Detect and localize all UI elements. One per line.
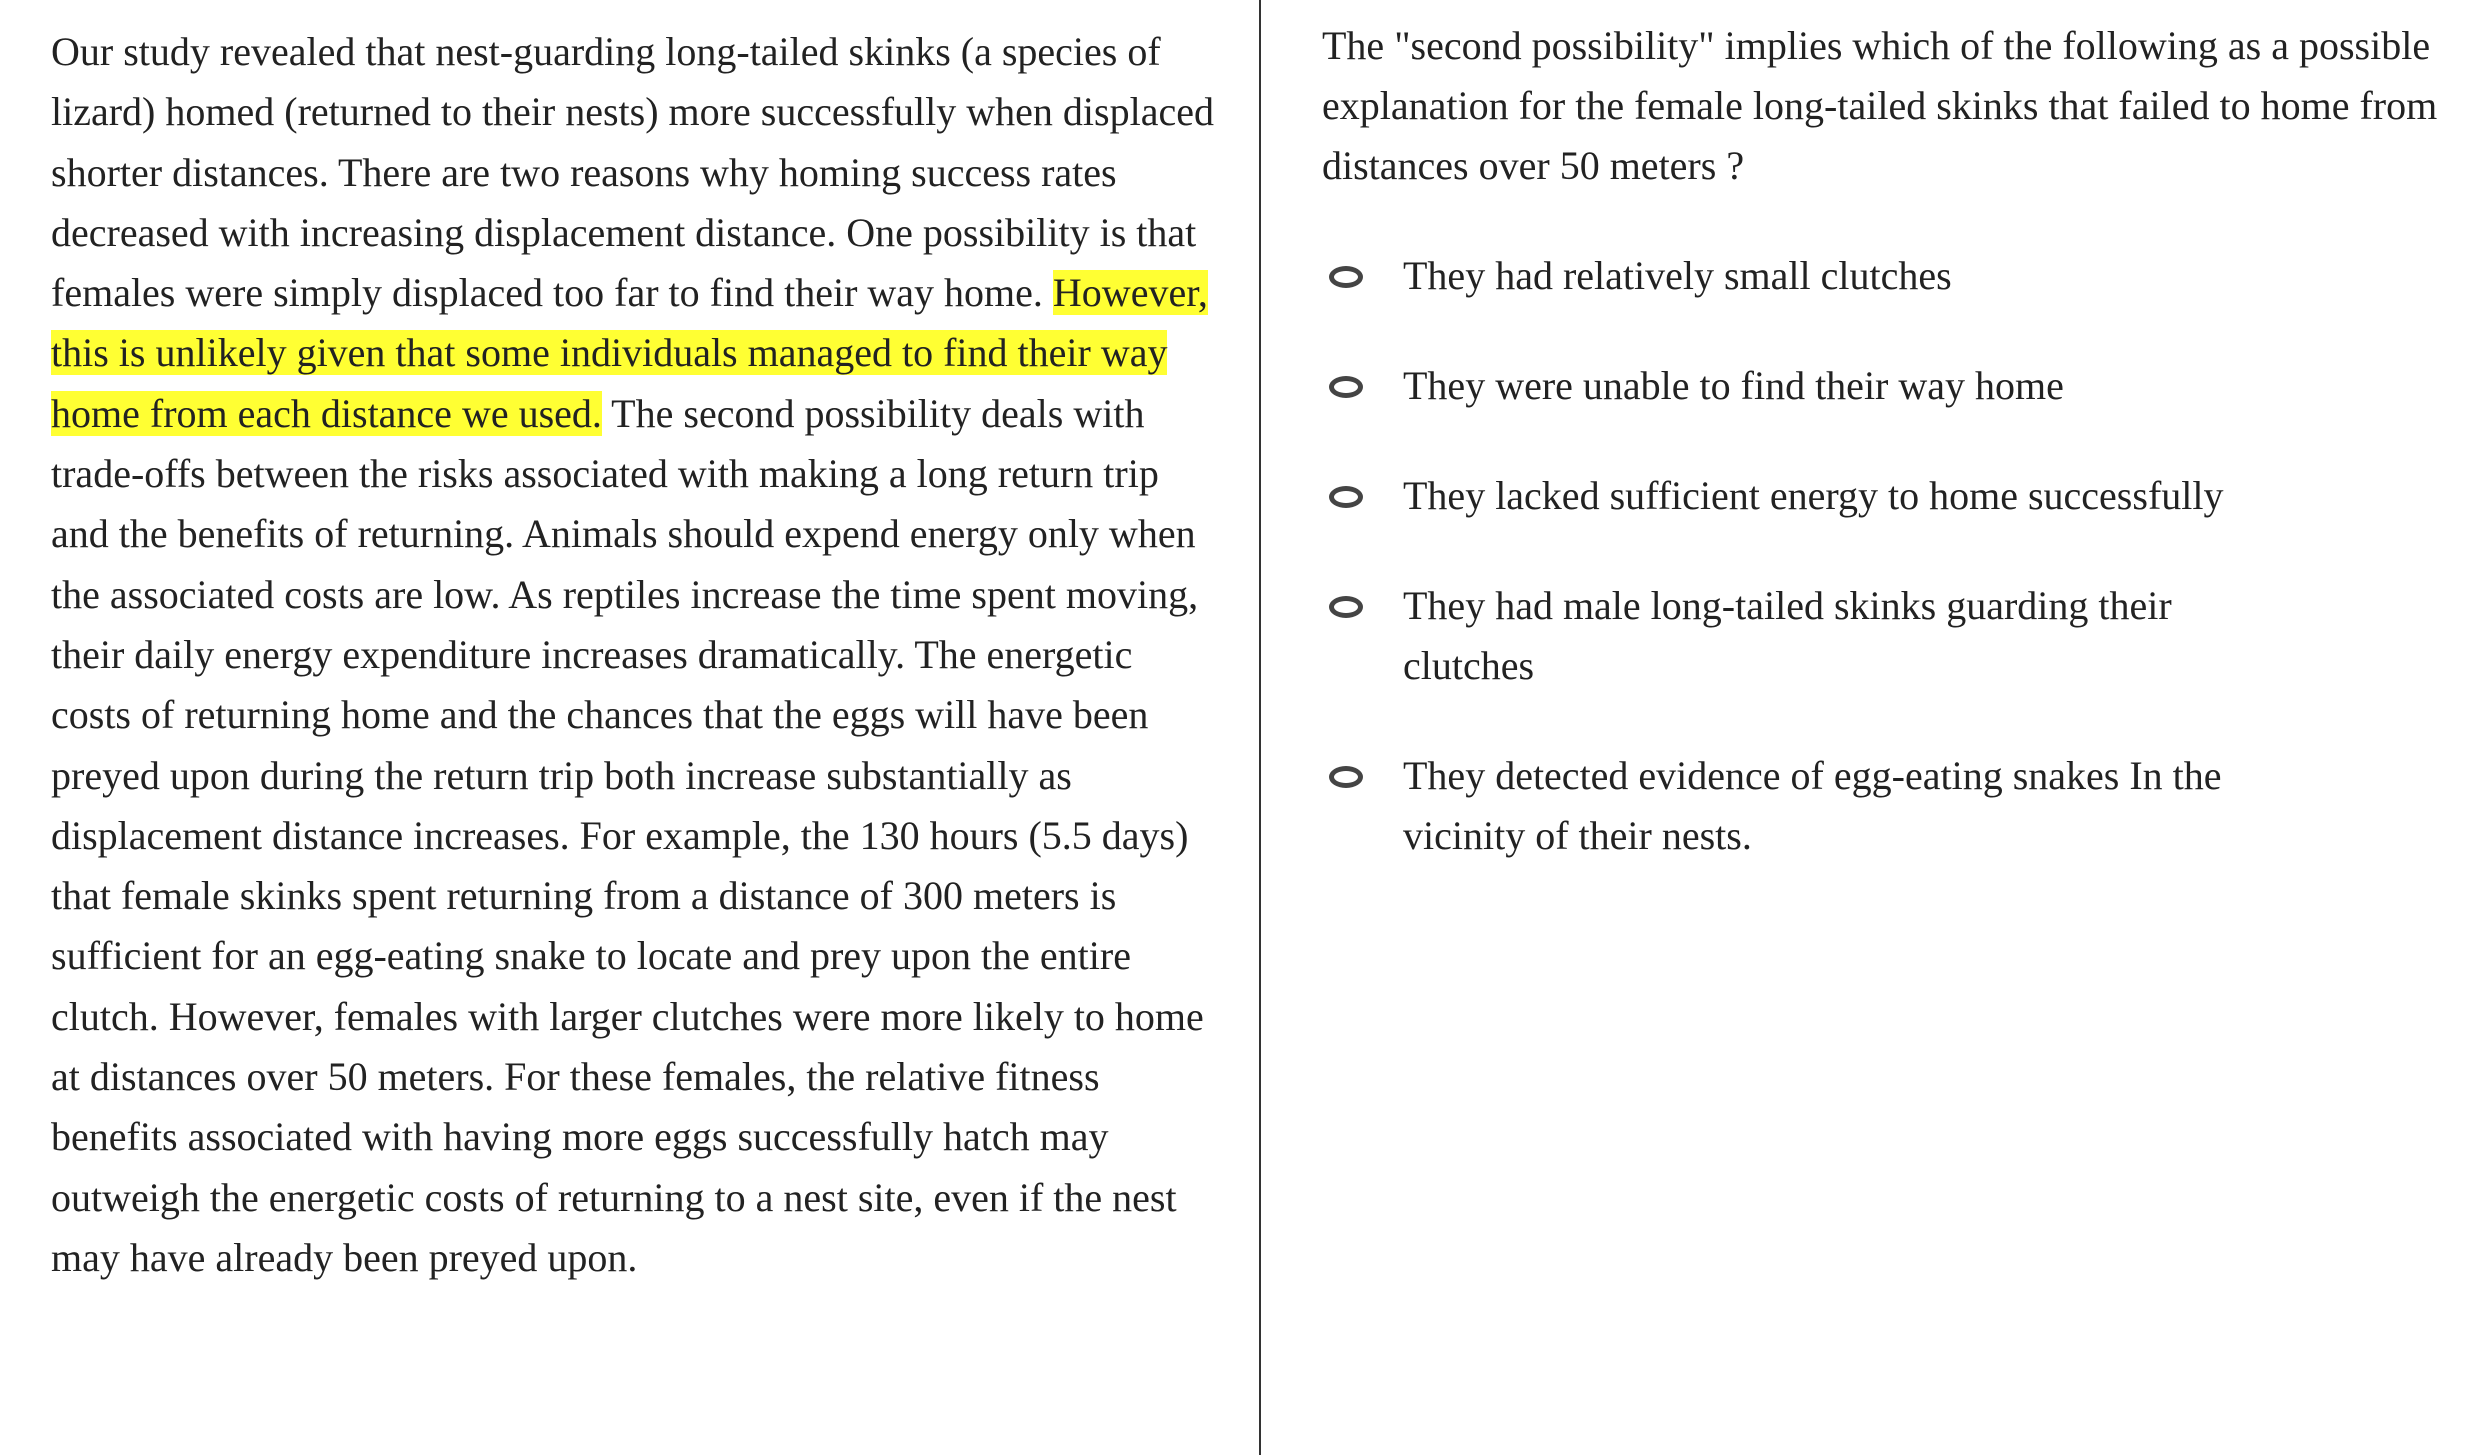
answer-option-label: They lacked sufficient energy to home successfully — [1403, 473, 2224, 518]
question-stem: The "second possibility" implies which of the following as a possible explanation for the female long-tailed skinks that failed to home from distances over 50 meters ? — [1322, 23, 2438, 188]
radio-button-icon[interactable] — [1329, 596, 1363, 618]
question-pane — [1261, 0, 2491, 1455]
answer-option-d[interactable] — [1322, 576, 2471, 696]
radio-button-icon[interactable] — [1329, 486, 1363, 508]
passage-text-before-highlight: Our study revealed that nest-guarding long-tailed skinks (a species of lizard) homed (returned to their nests) more successfully when displaced shorter distances. There are two reasons why homing success rates decreased with increasing displacement distance. One possibility is that females were simply displaced too far to find their way home. — [51, 29, 1214, 316]
radio-button-icon[interactable] — [1329, 376, 1363, 398]
answer-option-a[interactable] — [1322, 246, 2471, 306]
answer-option-c[interactable] — [1322, 466, 2471, 526]
answer-option-label: They detected evidence of egg-eating snakes In the vicinity of their nests. — [1403, 753, 2222, 858]
radio-button-icon[interactable] — [1329, 266, 1363, 288]
passage-highlighted-text[interactable]: However, this is unlikely given that some individuals managed to find their way home from each distance we used. — [51, 270, 1208, 436]
answer-option-e[interactable] — [1322, 746, 2471, 866]
answer-option-label: They had male long-tailed skinks guarding their clutches — [1403, 583, 2172, 688]
answer-option-b[interactable] — [1322, 356, 2471, 416]
answer-option-label: They had relatively small clutches — [1403, 253, 1952, 298]
passage-text-after-highlight: The second possibility deals with trade-offs between the risks associated with making a long return trip and the benefits of returning. Animals should expend energy only when the associated costs are low. As reptiles increase the time spent moving, their daily energy expenditure increases dramatically. The energetic costs of returning home and the chances that the eggs will have been preyed upon during the return trip both increase substantially as displacement distance increases. For example, the 130 hours (5.5 days) that female skinks spent returning from a distance of 300 meters is sufficient for an egg-eating snake to locate and prey upon the entire clutch. However, females with larger clutches were more likely to home at distances over 50 meters. For these females, the relative fitness benefits associated with having more eggs successfully hatch may outweigh the energetic costs of returning to a nest site, even if the nest may have already been preyed upon. — [51, 390, 1204, 1280]
passage-text — [51, 22, 1218, 1288]
answer-options — [1322, 246, 2471, 866]
answer-option-label: They were unable to find their way home — [1403, 363, 2064, 408]
radio-button-icon[interactable] — [1329, 766, 1363, 788]
